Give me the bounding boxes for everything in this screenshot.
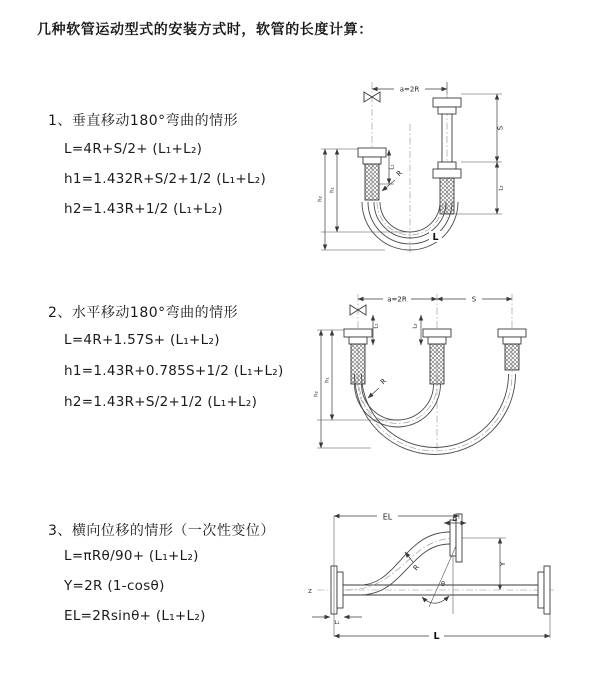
section-2-formula-h1: h1=1.43R+0.785S+1/2 (L₁+L₂) bbox=[64, 363, 284, 379]
dim-label-r: R bbox=[395, 169, 405, 179]
hose-s-curve bbox=[346, 532, 456, 595]
left-end-fitting bbox=[358, 148, 386, 200]
right-end-fitting bbox=[498, 329, 526, 370]
dim-label-r: R bbox=[379, 377, 389, 387]
dim-a2r bbox=[358, 294, 437, 304]
dim-s bbox=[437, 294, 512, 304]
dim-label-s: S bbox=[471, 295, 477, 304]
section-1-formula-l: L=4R+S/2+ (L₁+L₂) bbox=[64, 141, 203, 157]
dim-label-l: L bbox=[433, 631, 440, 642]
hose-u-bend bbox=[355, 374, 516, 455]
dim-label-l1: L₁ bbox=[334, 620, 340, 626]
dim-l2 bbox=[444, 517, 466, 523]
dim-s-l2 bbox=[455, 94, 505, 214]
section-1-heading: 1、垂直移动180°弯曲的情形 bbox=[48, 113, 239, 129]
section-1-formula-h2: h2=1.43R+1/2 (L₁+L₂) bbox=[64, 201, 223, 217]
dim-label-y: Y bbox=[499, 561, 507, 567]
dim-label-l1: L₁ bbox=[389, 164, 396, 170]
section-3-heading: 3、横向位移的情形（一次性变位） bbox=[48, 523, 275, 539]
dim-label-l2: L₂ bbox=[498, 185, 505, 191]
dim-heights bbox=[318, 149, 408, 250]
break-symbol bbox=[305, 585, 315, 595]
section-2-formula-h2: h2=1.43R+S/2+1/2 (L₁+L₂) bbox=[64, 394, 258, 410]
dim-y bbox=[462, 538, 507, 590]
section-2-heading: 2、水平移动180°弯曲的情形 bbox=[48, 305, 239, 321]
document-title: 几种软管运动型式的安装方式时，软管的长度计算： bbox=[37, 22, 373, 38]
dim-l1 bbox=[373, 315, 380, 345]
dim-l1 bbox=[312, 617, 362, 626]
dim-a2r bbox=[372, 82, 447, 95]
diagram-vertical-180-bend bbox=[315, 72, 510, 257]
dim-label-r: R bbox=[411, 563, 422, 573]
dim-label-s: S bbox=[496, 125, 505, 131]
section-3-formula-l: L=πRθ/90+ (L₁+L₂) bbox=[64, 548, 199, 564]
diagram-horizontal-180-bend bbox=[313, 282, 523, 457]
break-symbol-label: Z bbox=[308, 589, 312, 595]
dim-label-el: EL bbox=[382, 512, 393, 522]
dim-label-h2: h₂ bbox=[317, 196, 324, 202]
middle-end-fitting bbox=[423, 329, 451, 384]
dim-label-theta: θ bbox=[441, 580, 445, 588]
dim-label-a2r: a=2R bbox=[387, 295, 407, 304]
dim-label-l2: L₂ bbox=[452, 517, 458, 523]
dim-label-h1: h₁ bbox=[324, 377, 331, 383]
dim-label-h2: h₂ bbox=[313, 391, 320, 397]
radius-label bbox=[382, 169, 404, 191]
dim-label-l2: L₂ bbox=[412, 323, 419, 329]
length-label bbox=[429, 231, 442, 243]
dim-label-h1: h₁ bbox=[329, 187, 336, 193]
dim-label-l: L bbox=[432, 232, 439, 243]
radius-label bbox=[368, 377, 388, 398]
dim-label-l1: L₁ bbox=[373, 323, 380, 329]
section-2-formula-l: L=4R+1.57S+ (L₁+L₂) bbox=[64, 332, 220, 348]
left-flange bbox=[331, 566, 343, 614]
diagram-lateral-displacement bbox=[298, 502, 563, 647]
section-3-formula-y: Y=2R (1-cosθ) bbox=[64, 578, 165, 594]
section-1-formula-h1: h1=1.432R+S/2+1/2 (L₁+L₂) bbox=[64, 171, 267, 187]
section-3-formula-el: EL=2Rsinθ+ (L₁+L₂) bbox=[64, 608, 206, 624]
dim-label-a2r: a=2R bbox=[399, 85, 420, 94]
dim-l bbox=[334, 606, 550, 642]
lower-right-flange bbox=[538, 566, 550, 614]
dim-l2 bbox=[413, 315, 422, 345]
